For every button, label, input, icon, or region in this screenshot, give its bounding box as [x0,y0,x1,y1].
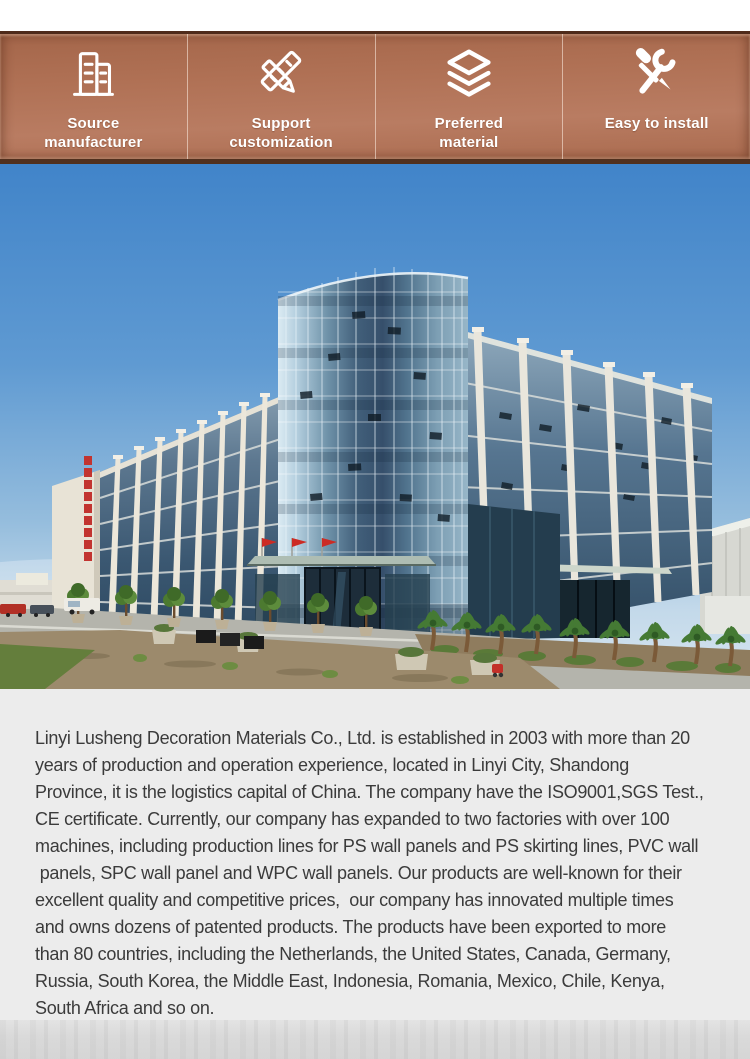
about-text-line: South Africa and so on. [35,998,215,1018]
about-text-line: Linyi Lusheng Decoration Materials Co., Ltd. is established in 2003 with more than 20 [35,728,690,748]
feature-label: Source manufacturer [44,115,143,152]
feature-label: Easy to install [604,115,709,132]
layers-icon [438,43,500,107]
top-white-strip [0,0,750,31]
about-text-line: Province, it is the logistics capital of China. The company have the ISO9001,SGS Test., [35,782,704,802]
company-building-photo [0,164,750,689]
about-text-line: machines, including production lines for PS wall panels and PS skirting lines, PVC wall [35,836,699,856]
faded-bottom-image-strip [0,1020,750,1059]
about-text-line: excellent quality and competitive prices, our company has innovated multiple times [35,890,674,910]
tools-icon [626,43,688,107]
feature-easy-to-install [562,34,750,159]
feature-source-manufacturer [0,34,187,159]
about-text-line: than 80 countries, including the Netherlands, the United States, Canada, Germany, [35,944,671,964]
about-text-line: Russia, South Korea, the Middle East, Indonesia, Romania, Mexico, Chile, Kenya, [35,971,665,991]
feature-preferred-material [375,34,563,159]
about-text-line: CE certificate. Currently, our company has expanded to two factories with over 100 [35,809,670,829]
features-banner [0,31,750,164]
company-introduction [0,689,750,1020]
feature-label: Preferred material [434,115,504,152]
ruler-pencil-icon [250,43,312,107]
about-text-line: and owns dozens of patented products. The products have been exported to more [35,917,667,937]
about-text-line: panels, SPC wall panel and WPC wall panels. Our products are well-known for their [35,863,682,883]
about-text-line: years of production and operation experience, located in Linyi City, Shandong [35,755,629,775]
feature-label: Support customization [229,115,333,152]
red-vertical-sign [84,456,92,561]
factory-building-icon [62,43,124,107]
feature-support-customization [187,34,375,159]
